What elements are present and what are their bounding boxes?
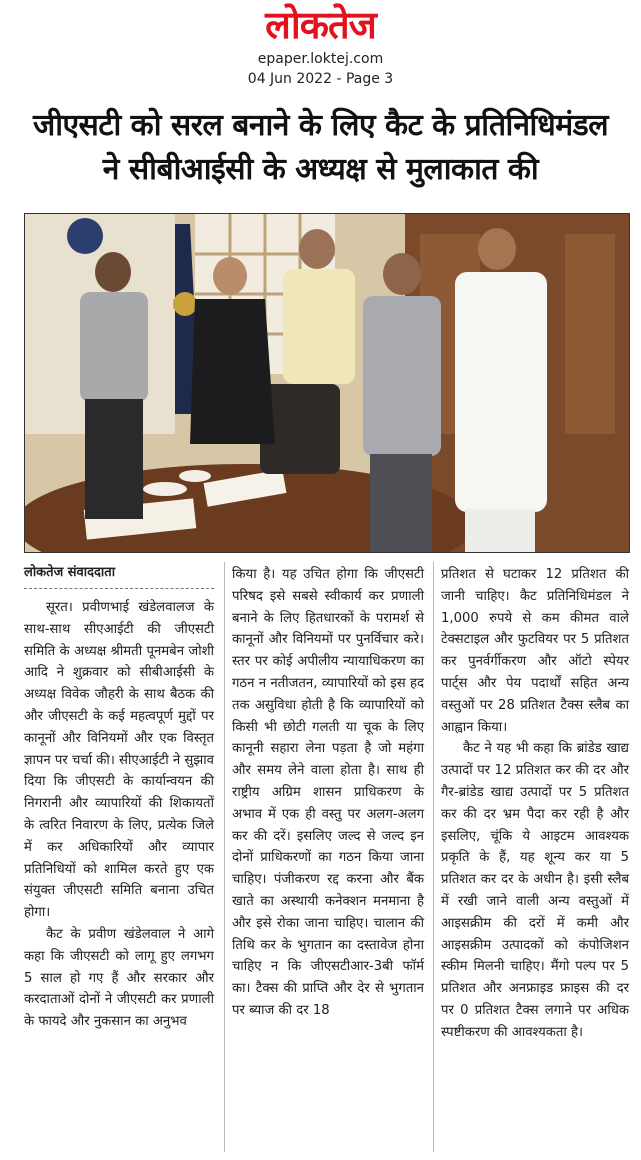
column-3-paragraph-1: प्रतिशत से घटाकर 12 प्रतिशत की जानी चाहिए। कैट प्रतिनिधिमंडल ने 1,000 रुपये से कम कीमत वाले टेक्सटाइल और फुटवियर पर 5 प्रतिशत कर पुनर्वर्गीकरण और ऑटो स्पेयर पार्ट्स और पेय पदार्थों सहित अन्य वस्तुओं पर 28 प्रतिशत टैक्स स्लैब का आह्वान किया।	[441, 567, 629, 735]
news-photo	[24, 213, 630, 553]
site-url: epaper.loktej.com	[257, 51, 384, 67]
date-page: 04 Jun 2022 - Page 3	[247, 71, 394, 87]
newspaper-logo: लोकतेज	[265, 3, 376, 47]
column-divider-2	[433, 562, 434, 1152]
column-3-paragraph-2: कैट ने यह भी कहा कि ब्रांडेड खाद्य उत्पादों पर 12 प्रतिशत कर की दर और गैर-ब्रांडेड खाद्य उत्पादों पर 5 प्रतिशत कर की दर भ्रम पैदा कर रही है और इसलिए, चूंकि ये आइटम आवश्यक प्रकृति के हैं, यह शून्य कर या 5 प्रतिशत कर दर के अधीन है। इसी स्लैब में रखी जाने वाली अन्य वस्तुओं में आइसक्रीम की दरों में कमी और आइसक्रीम उत्पादकों को कंपोजिशन स्कीम मिलनी चाहिए। मैंगो पल्प पर 5 प्रतिशत और अनफ्राइड फ्राइस की दर पर 0 प्रतिशत टैक्स लगाने पर अधिक स्पष्टीकरण की आवश्यकता है।	[441, 741, 629, 1040]
headline-line-2: ने सीबीआईसी के अध्यक्ष से मुलाकात की	[102, 152, 539, 187]
meeting-photo-illustration	[25, 214, 629, 552]
article-column-3	[441, 564, 629, 1044]
column-1-paragraph-2: कैट के प्रवीण खंडेलवाल ने आगे कहा कि जीएसटी को लागू हुए लगभग 5 साल हो गए हैं और सरकार और करदाताओं दोनों ने जीएसटी कर प्रणाली के फायदे और नुकसान का अनुभव	[24, 926, 214, 1030]
article-column-2	[232, 564, 424, 1022]
column-2-paragraph-1: किया है। यह उचित होगा कि जीएसटी परिषद इसे सबसे स्वीकार्य कर प्रणाली बनाने के लिए हितधारकों के परामर्श से कानूनों और विनियमों पर पुनर्विचार करे। स्तर पर कोई अपीलीय न्यायाधिकरण का गठन न नतीजतन, व्यापारियों को इस हद तक असुविधा होती है कि व्यापारियों को किसी भी छोटी गलती या चूक के लिए कानूनी सहारा लेना पड़ता है जो महंगा और समय लेने वाला होता है। साथ ही राष्ट्रीय अग्रिम शासन प्राधिकरण के अभाव में एक ही वस्तु पर अलग-अलग कर की दरें। इसलिए जल्द से जल्द इन दोनों प्राधिकरणों का गठन किया जाना चाहिए। पंजीकरण रद्द करना और बैंक खाते का अस्थायी कनेक्शन मनमाना है और इसे रोका जाना चाहिए। चालान की तिथि कर के भुगतान का दस्तावेज होना चाहिए न कि जीएसटीआर-3बी फॉर्म का। टैक्स की प्राप्ति और देर से भुगतान पर ब्याज की दर 18	[232, 567, 424, 1018]
byline-divider	[24, 588, 214, 589]
headline	[10, 104, 631, 192]
byline: लोकतेज संवाददाता	[24, 565, 116, 580]
column-divider-1	[224, 562, 225, 1152]
headline-line-1: जीएसटी को सरल बनाने के लिए कैट के प्रतिनिधिमंडल	[32, 108, 609, 143]
article-column-1	[24, 597, 214, 1033]
column-1-paragraph-1: सूरत। प्रवीणभाई खंडेलवालज के साथ-साथ सीएआईटी की जीएसटी समिति के अध्यक्ष श्रीमती पूनमबेन जोशी आदि ने शुक्रवार को सीबीआईसी के अध्यक्ष विवेक जौहरी के साथ बैठक की और जीएसटी के कई महत्वपूर्ण मुद्दों पर कानूनों और विनियमों और एक विस्तृत ज्ञापन पर चर्चा की। सीएआईटी ने सुझाव दिया कि जीएसटी के कार्यान्वयन की निगरानी और व्यापारियों की शिकायतों के त्वरित निवारण के लिए, प्रत्येक जिले में कर अधिकारियों और व्यापार प्रतिनिधियों को शामिल करते हुए एक संयुक्त जीएसटी समिति बनाना उचित होगा।	[24, 600, 215, 921]
